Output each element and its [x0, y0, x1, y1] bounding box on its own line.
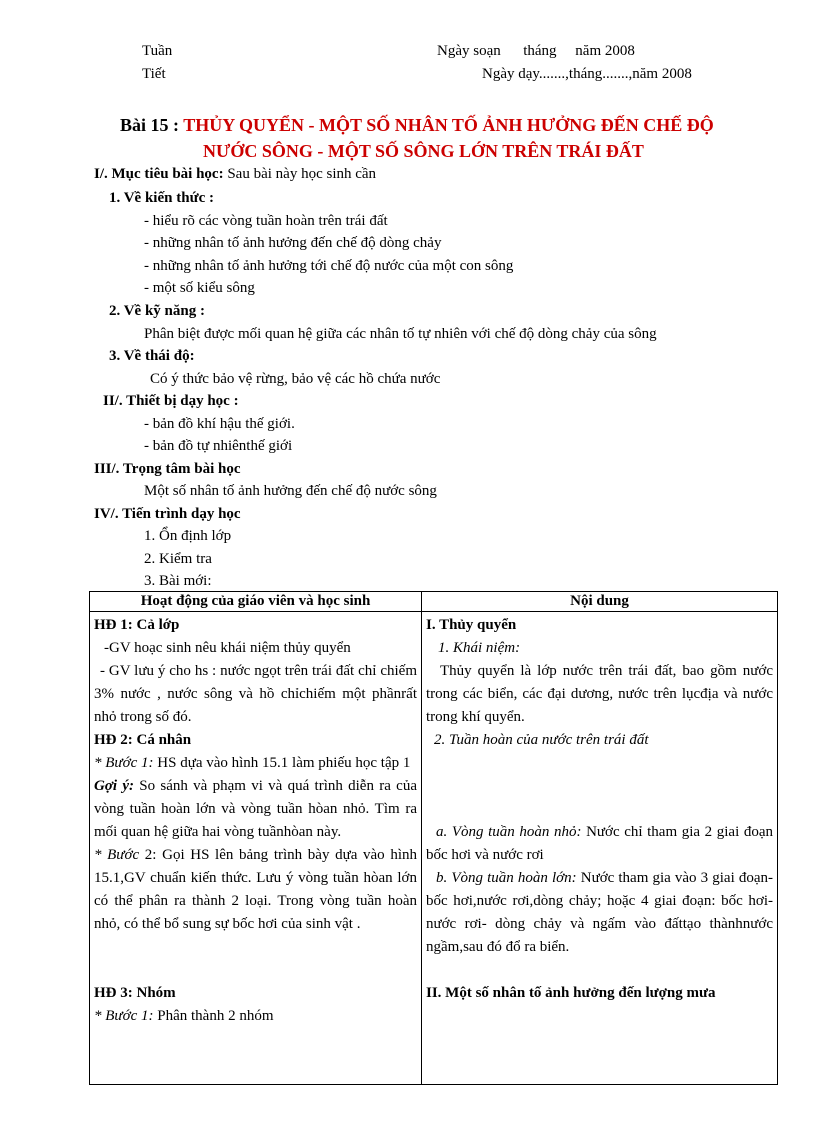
process-step: 1. Ổn định lớp [144, 528, 232, 544]
focus-heading: III/. Trọng tâm bài học [94, 461, 241, 477]
activity-2-step-1 [94, 752, 417, 775]
week-label: Tuần [142, 43, 173, 59]
knowledge-item: - một số kiểu sông [144, 280, 255, 296]
objectives-heading: I/. Mục tiêu bài học: [94, 166, 224, 182]
process-step: 2. Kiểm tra [144, 551, 212, 567]
step-text: HS dựa vào hình 15.1 làm phiếu học tập 1 [153, 755, 411, 771]
activity-1-heading: HĐ 1: Cả lớp [94, 617, 180, 633]
equipment-heading: II/. Thiết bị dạy học : [103, 393, 239, 409]
period-label: Tiết [142, 66, 166, 82]
activity-1-item: - GV lưu ý cho hs : nước ngọt trên trái đất chỉ chiếm 3% nước , nước sông và hồ chỉchiếm một phầnrất nhỏ trong số đó. [94, 663, 417, 725]
skills-heading: 2. Về kỹ năng : [109, 303, 205, 319]
small-cycle [426, 821, 773, 867]
table-header-row [90, 592, 778, 612]
concept-heading: 1. Khái niệm: [438, 640, 521, 656]
equipment-item: - bản đồ khí hậu thế giới. [144, 416, 295, 432]
activity-1-item: -GV hoạc sinh nêu khái niệm thủy quyển [104, 640, 351, 656]
hint-label: Gợi ý: [94, 778, 134, 794]
concept-text: Thủy quyển là lớp nước trên trái đất, bao gồm nước trong các biển, các đại dương, nước trên lụcđịa và nước trong khí quyển. [426, 663, 773, 725]
content-section-1: I. Thủy quyển [426, 617, 517, 633]
knowledge-item: - hiểu rõ các vòng tuần hoàn trên trái đất [144, 213, 388, 229]
step-label: * Bước [94, 847, 140, 863]
process-step: 3. Bài mới: [144, 573, 212, 589]
table-header-content: Nội dung [422, 592, 778, 612]
knowledge-item: - những nhân tố ảnh hưởng đến chế độ dòng chảy [144, 235, 442, 251]
attitude-text: Có ý thức bảo vệ rừng, bảo vệ các hồ chứa nước [150, 371, 441, 387]
large-cycle-text: Nước tham gia vào 3 giai đoạn- bốc hơi,nước rơi,dòng chảy; hoặc 4 giai đoạn: bốc hơi-nước rơi- dòng chảy và ngấm vào đấttạo thànhnước ngầm,sau đó đổ ra biển. [426, 870, 773, 955]
small-cycle-label: a. Vòng tuần hoàn nhỏ: [436, 824, 582, 840]
lesson-plan-table [89, 591, 778, 1085]
table-row [90, 612, 778, 1085]
content-cell [422, 612, 778, 1085]
cycle-heading: 2. Tuần hoàn của nước trên trái đất [434, 732, 649, 748]
skills-text: Phân biệt được mối quan hệ giữa các nhân tố tự nhiên với chế độ dòng chảy của sông [144, 326, 657, 342]
step-text: Phân thành 2 nhóm [153, 1008, 274, 1024]
prep-date: Ngày soạn tháng năm 2008 [437, 43, 635, 59]
large-cycle [426, 867, 773, 959]
activity-2-step-2 [94, 844, 417, 936]
teach-date: Ngày dạy.......,tháng.......,năm 2008 [482, 66, 692, 82]
activities-cell [90, 612, 422, 1085]
knowledge-item: - những nhân tố ảnh hưởng tới chế độ nước của một con sông [144, 258, 514, 274]
small-cycle-text: Nước chỉ tham gia 2 giai đoạn bốc hơi và nước rơi [426, 824, 773, 863]
lesson-number: Bài 15 : [120, 115, 180, 135]
objectives-line [94, 165, 376, 183]
table-header-activities: Hoạt động của giáo viên và học sinh [90, 592, 422, 612]
objectives-intro: Sau bài này học sinh cần [223, 166, 377, 182]
equipment-item: - bản đồ tự nhiênthế giới [144, 438, 293, 454]
activity-2-hint [94, 775, 417, 844]
lesson-title-line1 [120, 115, 714, 137]
focus-text: Một số nhân tố ảnh hưởng đến chế độ nước sông [144, 483, 437, 499]
activity-2-heading: HĐ 2: Cá nhân [94, 732, 192, 748]
large-cycle-label: b. Vòng tuần hoàn lớn: [436, 870, 577, 886]
content-section-2: II. Một số nhân tố ảnh hưởng đến lượng mưa [426, 985, 716, 1001]
hint-text: So sánh và phạm vi và quá trình diễn ra của vòng tuần hoàn lớn và vòng tuần hòan nhỏ. Tìm ra mối quan hệ giữa hai vòng tuầnhòan này. [94, 778, 417, 840]
step-label: * Bước 1: [94, 1008, 154, 1024]
attitude-heading: 3. Về thái độ: [109, 348, 195, 364]
lesson-title-text-1: THỦY QUYỂN - MỘT SỐ NHÂN TỐ ẢNH HƯỞNG ĐẾN CHẾ ĐỘ [183, 115, 714, 135]
step-text: 2: Gọi HS lên bảng trình bày dựa vào hình 15.1,GV chuẩn kiến thức. Lưu ý vòng tuần hòan lớn có thể phân ra thành 2 loại. Trong vòng tuần hoàn nhỏ, có thể bổ sung sự bốc hơi của sinh vật . [94, 847, 417, 932]
activity-3-heading: HĐ 3: Nhóm [94, 985, 176, 1001]
lesson-title-line2: NƯỚC SÔNG - MỘT SỐ SÔNG LỚN TRÊN TRÁI ĐẤT [203, 141, 644, 161]
process-heading: IV/. Tiến trình dạy học [94, 506, 241, 522]
spacer [426, 752, 773, 821]
activity-3-step-1 [94, 1005, 417, 1028]
spacer [94, 936, 417, 982]
step-label: * Bước 1: [94, 755, 154, 771]
spacer [426, 959, 773, 982]
knowledge-heading: 1. Về kiến thức : [109, 190, 214, 206]
